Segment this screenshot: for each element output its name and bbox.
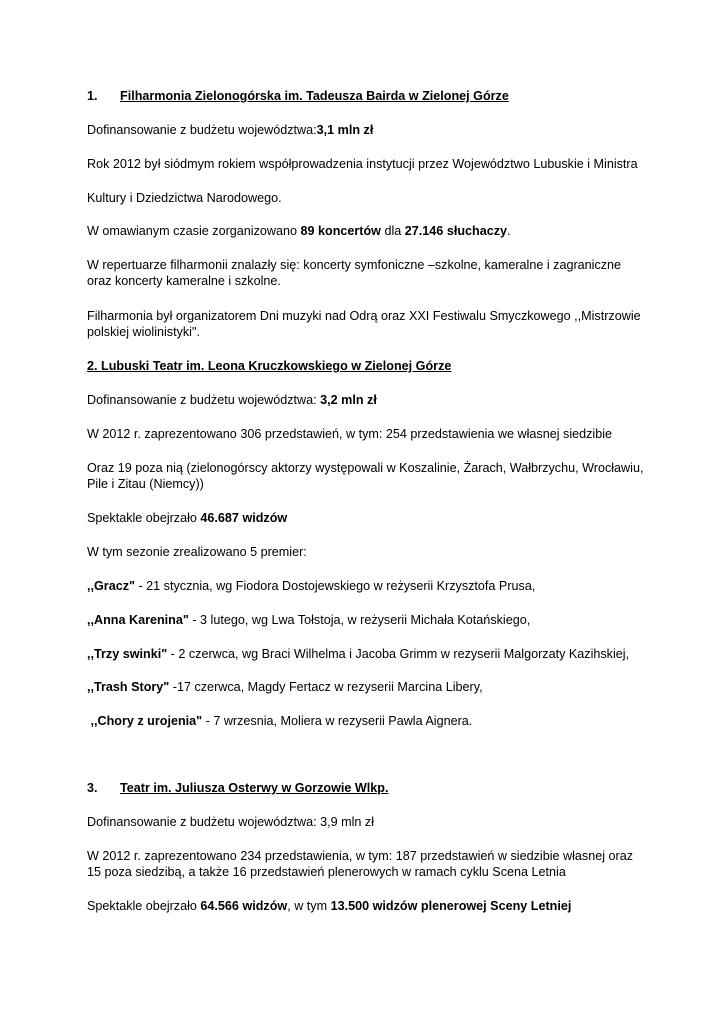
premiere-details: - 21 stycznia, wg Fiodora Dostojewskiego w reżyserii Krzysztofa Prusa, (134, 579, 536, 593)
premiere-details: - 7 wrzesnia, Moliera w rezyserii Pawla Aignera. (202, 714, 473, 728)
section2-funding-label: Dofinansowanie z budżetu województwa: (87, 393, 321, 407)
premiere-details: - 3 lutego, wg Lwa Tołstoja, w reżyserii Michała Kotańskiego, (188, 613, 531, 627)
section3-viewers-mid: , w tym (287, 899, 331, 913)
section3-funding: Dofinansowanie z budżetu województwa: 3,9 mln zł (87, 815, 375, 829)
section1-heading (87, 88, 647, 104)
concerts-mid: dla (380, 224, 405, 238)
section2-performances: W 2012 r. zaprezentowano 306 przedstawień, w tym: 254 przedstawienia we własnej siedzibie (87, 427, 613, 441)
premiere-title: ,,Gracz" (87, 579, 135, 593)
section1-line1: Rok 2012 był siódmym rokiem współprowadzenia instytucji przez Województwo Lubuskie i Ministra (87, 157, 638, 171)
section1-funding-label: Dofinansowanie z budżetu województwa: (87, 123, 317, 137)
section1-number: 1. (87, 89, 98, 103)
listeners-count: 27.146 słuchaczy (404, 224, 508, 238)
concerts-count: 89 koncertów (300, 224, 381, 238)
premiere-title: ,,Anna Karenina" (87, 613, 189, 627)
premiere-item (87, 646, 647, 662)
premiere-item (87, 612, 647, 628)
section3-heading (87, 780, 647, 796)
premiere-details: -17 czerwca, Magdy Fertacz w rezyserii Marcina Libery, (169, 680, 483, 694)
section2-funding-value: 3,2 mln zł (320, 393, 377, 407)
concerts-end: . (507, 224, 511, 238)
section3-performances: W 2012 r. zaprezentowano 234 przedstawienia, w tym: 187 przedstawień w siedzibie własnej oraz 15 poza siedzibą, a także 16 przedstawień plenerowych w ramach cyklu Scena Letnia (87, 849, 634, 879)
premiere-item (87, 578, 647, 594)
section3-viewers-value: 64.566 widzów (200, 899, 288, 913)
premiere-item (87, 713, 647, 729)
section2-funding (87, 392, 647, 408)
section1-concerts (87, 223, 647, 239)
section1-funding-value: 3,1 mln zł (316, 123, 374, 137)
section1-line2: Kultury i Dziedzictwa Narodowego. (87, 191, 282, 205)
section3-number: 3. (87, 781, 98, 795)
section3-viewers (87, 898, 647, 914)
premiere-item (87, 679, 647, 695)
section2-viewers (87, 510, 647, 526)
section1-title: Filharmonia Zielonogórska im. Tadeusza Bairda w Zielonej Górze (120, 89, 509, 103)
section1-repertoire: W repertuarze filharmonii znalazły się: koncerty symfoniczne –szkolne, kameralne i zagraniczne oraz koncerty kameralne i szkolne. (87, 258, 622, 288)
section2-title: 2. Lubuski Teatr im. Leona Kruczkowskiego w Zielonej Górze (87, 359, 452, 373)
section2-outside: Oraz 19 poza nią (zielonogórscy aktorzy występowali w Koszalinie, Żarach, Wałbrzychu, Wrocławiu, Pile i Zitau (Niemcy)) (87, 461, 644, 491)
section3-open-air-value: 13.500 widzów plenerowej Sceny Letniej (330, 899, 572, 913)
premiere-title: ,,Trash Story" (87, 680, 170, 694)
concerts-pre: W omawianym czasie zorganizowano (87, 224, 301, 238)
section3-viewers-label: Spektakle obejrzało (87, 899, 201, 913)
premiere-details: - 2 czerwca, wg Braci Wilhelma i Jacoba Grimm w rezyserii Malgorzaty Kazihskiej, (167, 647, 630, 661)
section2-viewers-label: Spektakle obejrzało (87, 511, 201, 525)
section2-viewers-value: 46.687 widzów (200, 511, 288, 525)
premiere-title: ,,Chory z urojenia" (87, 714, 203, 728)
premieres-intro: W tym sezonie zrealizowano 5 premier: (87, 545, 307, 559)
section1-organizer: Filharmonia był organizatorem Dni muzyki nad Odrą oraz XXI Festiwalu Smyczkowego ,,Mistrzowie polskiej wiolinistyki". (87, 309, 641, 339)
section1-funding (87, 122, 647, 138)
premiere-title: ,,Trzy swinki" (87, 647, 168, 661)
section3-title: Teatr im. Juliusza Osterwy w Gorzowie Wlkp. (120, 781, 389, 795)
